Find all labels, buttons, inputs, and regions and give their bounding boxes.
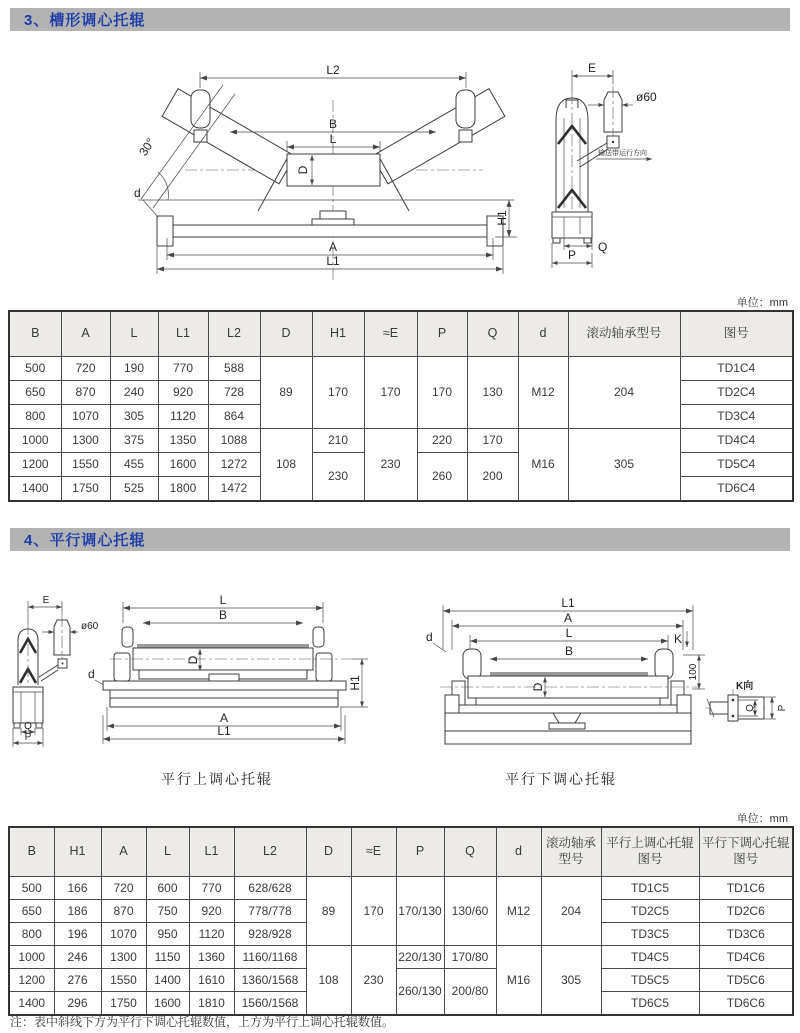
cell: 1810 — [189, 992, 234, 1016]
trough-idler-drawing — [0, 48, 800, 298]
cell: 600 — [146, 877, 189, 900]
cell: 130/60 — [444, 877, 496, 946]
cell: 1000 — [9, 946, 54, 969]
dim-label-E: E — [587, 61, 597, 75]
cell: M12 — [518, 357, 568, 429]
cell: 750 — [146, 900, 189, 923]
cell: 1150 — [146, 946, 189, 969]
dim-label-angle: 30° — [136, 135, 158, 159]
dim-label-E: E — [42, 595, 50, 606]
cell: 230 — [351, 946, 396, 1016]
column-header: B — [9, 827, 54, 877]
cell: 170 — [351, 877, 396, 946]
header-row — [9, 827, 793, 877]
cell: 240 — [110, 381, 158, 405]
cell: 220 — [417, 429, 467, 453]
figure-cell: TD5C5 — [601, 969, 699, 992]
cell: 305 — [541, 946, 601, 1016]
cell: 870 — [101, 900, 146, 923]
cell: 1400 — [9, 992, 54, 1016]
column-header: ≈E — [351, 827, 396, 877]
dim-label-L1: L1 — [561, 596, 575, 610]
column-header: L2 — [208, 311, 260, 357]
cell: 89 — [306, 877, 351, 946]
column-header: H1 — [54, 827, 101, 877]
cell: 728 — [208, 381, 260, 405]
cell: 1070 — [61, 405, 110, 429]
dim-label-B: B — [564, 644, 574, 658]
cell: 1120 — [158, 405, 208, 429]
figure-cell: TD1C4 — [680, 357, 793, 381]
k-view-label: K向 — [736, 681, 754, 692]
figure-cell: TD2C4 — [680, 381, 793, 405]
cell: 864 — [208, 405, 260, 429]
cell: 1360 — [189, 946, 234, 969]
cell: 920 — [158, 381, 208, 405]
cell: 1610 — [189, 969, 234, 992]
parallel-upper-idler-front-view — [88, 593, 368, 744]
guide-roller-right — [456, 90, 475, 128]
caption-lower-idler: 平行下调心托辊 — [505, 771, 617, 787]
cell: 1350 — [158, 429, 208, 453]
table-row — [9, 357, 793, 381]
cell: 1750 — [61, 477, 110, 502]
base-frame — [167, 225, 493, 237]
cell: 170 — [312, 357, 364, 429]
cell: 1800 — [158, 477, 208, 502]
stand-base — [552, 212, 592, 238]
cell: 196 — [54, 923, 101, 946]
dim-label-L: L — [219, 593, 227, 607]
cell: 1750 — [101, 992, 146, 1016]
dim-label-B: B — [328, 117, 338, 131]
cell: 260/130 — [396, 969, 444, 1016]
dim-label-D: D — [186, 655, 200, 665]
cell: M12 — [496, 877, 541, 946]
cell: 204 — [568, 357, 680, 429]
frame-rail — [103, 681, 346, 690]
table-note: 注：表中斜线下方为平行下调心托辊数值，上方为平行上调心托辊数值。 — [10, 1015, 395, 1029]
column-header: 图号 — [680, 311, 793, 357]
dim-label-K: K — [674, 632, 683, 646]
cell: 870 — [61, 381, 110, 405]
cell: 800 — [9, 923, 54, 946]
dim-label-d: d — [426, 630, 433, 644]
cell: 1472 — [208, 477, 260, 502]
guide-roller-left — [191, 90, 210, 128]
dim-label-A: A — [563, 611, 573, 625]
column-header: 平行下调心托辊图号 — [699, 827, 793, 877]
figure-cell: TD3C4 — [680, 405, 793, 429]
cell: 525 — [110, 477, 158, 502]
column-header: H1 — [312, 311, 364, 357]
dim-label-H1: H1 — [495, 210, 509, 226]
section4-title: 4、平行调心托辊 — [24, 532, 146, 549]
dim-label-A: A — [219, 711, 229, 725]
cell: 770 — [158, 357, 208, 381]
cell: 1160/1168 — [234, 946, 306, 969]
column-header: d — [518, 311, 568, 357]
dim-label-diameter: ø60 — [636, 90, 657, 104]
figure-cell: TD4C4 — [680, 429, 793, 453]
cell: 305 — [110, 405, 158, 429]
figure-cell: TD5C4 — [680, 453, 793, 477]
cell: 1088 — [208, 429, 260, 453]
dim-label-P: P — [567, 248, 577, 262]
cell: 628/628 — [234, 877, 306, 900]
figure-cell: TD6C6 — [699, 992, 793, 1016]
column-header: 滚动轴承型号 — [568, 311, 680, 357]
section3-title: 3、槽形调心托辊 — [24, 12, 146, 29]
cell: 230 — [312, 453, 364, 502]
parallel-idler-side-view — [13, 595, 99, 747]
cell: 1070 — [101, 923, 146, 946]
dim-label-L1: L1 — [217, 724, 231, 738]
belt-strip — [137, 644, 309, 648]
cell: 928/928 — [234, 923, 306, 946]
column-header: L — [146, 827, 189, 877]
cell: 1550 — [101, 969, 146, 992]
cell: 500 — [9, 877, 54, 900]
dim-label-L2: L2 — [326, 63, 340, 77]
figure-cell: TD1C5 — [601, 877, 699, 900]
figure-cell: TD4C6 — [699, 946, 793, 969]
cell: 246 — [54, 946, 101, 969]
parallel-idler-drawing — [0, 575, 800, 770]
column-header: A — [101, 827, 146, 877]
cell: 1400 — [9, 477, 61, 502]
column-header: 滚动轴承型号 — [541, 827, 601, 877]
cell: 1300 — [61, 429, 110, 453]
column-header: L1 — [189, 827, 234, 877]
cell: 1600 — [146, 992, 189, 1016]
belt-direction-label: 输送带运行方向 — [598, 150, 647, 157]
dim-label-d: d — [88, 667, 95, 681]
cell: 650 — [9, 900, 54, 923]
cell: M16 — [496, 946, 541, 1016]
trough-idler-table — [8, 310, 794, 502]
figure-cell: TD3C6 — [699, 923, 793, 946]
figure-cell: TD1C6 — [699, 877, 793, 900]
column-header: L1 — [158, 311, 208, 357]
dim-label-D: D — [296, 165, 310, 175]
column-header: P — [417, 311, 467, 357]
parallel-idler-table — [8, 826, 794, 1016]
cell: 1400 — [146, 969, 189, 992]
column-header: D — [306, 827, 351, 877]
column-header: 平行上调心托辊图号 — [601, 827, 699, 877]
table-row — [9, 877, 793, 900]
cell: 920 — [189, 900, 234, 923]
cell: 230 — [364, 429, 417, 502]
dim-label-A: A — [328, 240, 338, 254]
cell: 170 — [364, 357, 417, 429]
column-header: L2 — [234, 827, 306, 877]
cell: 1000 — [9, 429, 61, 453]
cell: 108 — [306, 946, 351, 1016]
caption-upper-idler: 平行上调心托辊 — [161, 771, 273, 787]
cell: 276 — [54, 969, 101, 992]
k-direction-view — [705, 679, 788, 725]
trough-idler-front-view — [134, 63, 517, 280]
cell: 720 — [101, 877, 146, 900]
cell: 720 — [61, 357, 110, 381]
cell: 1120 — [189, 923, 234, 946]
column-header: D — [260, 311, 312, 357]
column-header: d — [496, 827, 541, 877]
cell: 305 — [568, 429, 680, 502]
belt-strip — [490, 672, 648, 676]
cell: 190 — [110, 357, 158, 381]
cell: 1300 — [101, 946, 146, 969]
column-header: ≈E — [364, 311, 417, 357]
parallel-lower-idler-front-view — [426, 596, 705, 744]
table-row — [9, 429, 793, 453]
cell: M16 — [518, 429, 568, 502]
dim-label-diameter: ø60 — [81, 621, 99, 632]
column-header: B — [9, 311, 61, 357]
cell: 455 — [110, 453, 158, 477]
cell: 210 — [312, 429, 364, 453]
cell: 1550 — [61, 453, 110, 477]
dim-label-P: P — [777, 704, 788, 712]
cell: 186 — [54, 900, 101, 923]
dim-label-Q: Q — [598, 240, 608, 254]
cell: 170 — [467, 429, 518, 453]
dim-label-L: L — [329, 132, 337, 146]
dim-label-L: L — [565, 626, 573, 640]
unit-label: 单位：mm — [736, 297, 788, 309]
figure-cell: TD2C6 — [699, 900, 793, 923]
cell: 588 — [208, 357, 260, 381]
cell: 1200 — [9, 453, 61, 477]
cell: 1272 — [208, 453, 260, 477]
cell: 500 — [9, 357, 61, 381]
cell: 108 — [260, 429, 312, 502]
cell: 1360/1568 — [234, 969, 306, 992]
dim-label-L1: L1 — [326, 254, 340, 268]
dim-label-Q: Q — [745, 704, 756, 712]
section3-header-bar — [10, 8, 790, 31]
cell: 200/80 — [444, 969, 496, 1016]
figure-cell: TD3C5 — [601, 923, 699, 946]
column-header: P — [396, 827, 444, 877]
cell: 950 — [146, 923, 189, 946]
dim-label-P: P — [24, 732, 32, 743]
figure-cell: TD2C5 — [601, 900, 699, 923]
trough-idler-side-view — [552, 61, 657, 268]
cell: 260 — [417, 453, 467, 502]
column-header: A — [61, 311, 110, 357]
cell: 1200 — [9, 969, 54, 992]
table-row — [9, 946, 793, 969]
cell: 204 — [541, 877, 601, 946]
cell: 800 — [9, 405, 61, 429]
figure-cell: TD4C5 — [601, 946, 699, 969]
table-row — [9, 969, 793, 992]
dim-label-D: D — [531, 682, 545, 692]
cell: 296 — [54, 992, 101, 1016]
cell: 170/80 — [444, 946, 496, 969]
cell: 375 — [110, 429, 158, 453]
section4-header-bar — [10, 528, 790, 551]
figure-cell: TD6C5 — [601, 992, 699, 1016]
cell: 650 — [9, 381, 61, 405]
cell: 170 — [417, 357, 467, 429]
cell: 778/778 — [234, 900, 306, 923]
column-header: L — [110, 311, 158, 357]
cell: 89 — [260, 357, 312, 429]
cell: 166 — [54, 877, 101, 900]
cell: 770 — [189, 877, 234, 900]
column-header: Q — [444, 827, 496, 877]
dim-label-H1: H1 — [348, 675, 362, 691]
column-header: Q — [467, 311, 518, 357]
dim-label-B: B — [218, 608, 228, 622]
header-row — [9, 311, 793, 357]
cell: 200 — [467, 453, 518, 502]
cell: 1560/1568 — [234, 992, 306, 1016]
unit-label: 单位：mm — [736, 813, 788, 825]
dim-label-100: 100 — [688, 663, 699, 681]
cell: 130 — [467, 357, 518, 429]
figure-cell: TD6C4 — [680, 477, 793, 502]
cell: 220/130 — [396, 946, 444, 969]
dim-label-d: d — [134, 186, 141, 200]
figure-cell: TD5C6 — [699, 969, 793, 992]
cell: 1600 — [158, 453, 208, 477]
cell: 170/130 — [396, 877, 444, 946]
dim-label-Q: Q — [24, 721, 32, 732]
